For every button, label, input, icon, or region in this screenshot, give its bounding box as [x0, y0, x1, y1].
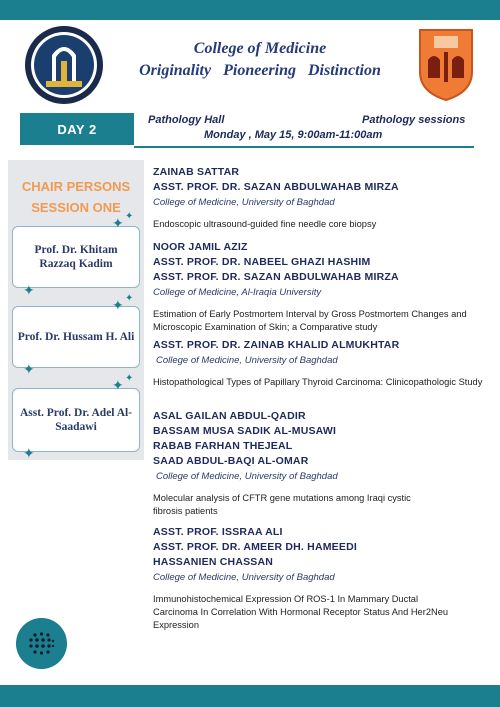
- day-badge: DAY 2: [20, 113, 134, 145]
- presenter-name: ASST. PROF. DR. SAZAN ABDULWAHAB MIRZA: [153, 271, 399, 283]
- presenter-name: ASST. PROF. DR. AMEER DH. HAMEEDI: [153, 541, 357, 553]
- sparkle-icon: ✦: [23, 361, 35, 377]
- chair-person-name: Asst. Prof. Dr. Adel Al-Saadawi: [19, 407, 133, 433]
- presenter-name: BASSAM MUSA SADIK AL-MUSAWI: [153, 425, 337, 437]
- dot-pattern-logo: [16, 618, 67, 669]
- presentation-title: Molecular analysis of CFTR gene mutations among Iraqi cystic fibrosis patients: [153, 493, 411, 516]
- session-datetime: Monday , May 15, 9:00am-11:00am: [204, 129, 383, 141]
- university-logo: [24, 25, 104, 105]
- presenter-name: ASST. PROF. ISSRAA ALI: [153, 526, 283, 538]
- presentation-title: Estimation of Early Postmortem Interval by Gross Postmortem Changes and Microscopic Examination of Skin; a Comparative study: [153, 309, 467, 332]
- presentation-entry: [153, 165, 483, 231]
- presenter-name: RABAB FARHAN THEJEAL: [153, 440, 293, 452]
- presenter-name: ASST. PROF. DR. ZAINAB KHALID ALMUKHTAR: [153, 339, 400, 351]
- presenter-affiliation: College of Medicine, University of Baghdad: [156, 471, 338, 482]
- sparkle-icon: ✦: [125, 211, 134, 222]
- college-name: College of Medicine: [193, 40, 327, 57]
- presentation-entry: [153, 409, 483, 518]
- presentation-title: Histopathological Types of Papillary Thyroid Carcinoma: Clinicopathologic Study: [153, 377, 483, 387]
- presenter-name: NOOR JAMIL AZIZ: [153, 241, 248, 253]
- presenter-name: SAAD ABDUL-BAQI AL-OMAR: [153, 455, 309, 467]
- chair-person-card: [12, 226, 140, 288]
- presentation-title: Endoscopic ultrasound-guided fine needle core biopsy: [153, 219, 377, 229]
- chair-title-line2: SESSION ONE: [31, 200, 121, 215]
- presenter-name: ASAL GAILAN ABDUL-QADIR: [153, 410, 306, 422]
- presenter-affiliation: College of Medicine, University of Baghdad: [153, 197, 335, 208]
- chair-person-card: [12, 306, 140, 368]
- sparkle-icon: ✦: [23, 282, 35, 298]
- presenter-affiliation: College of Medicine, Al-Iraqia University: [153, 287, 322, 298]
- college-emblem: [414, 26, 478, 102]
- presentation-entry: [153, 240, 483, 334]
- presenter-affiliation: College of Medicine, University of Baghdad: [153, 572, 335, 583]
- chair-title-line1: CHAIR PERSONS: [21, 179, 131, 194]
- presenter-name: ASST. PROF. DR. SAZAN ABDULWAHAB MIRZA: [153, 181, 399, 193]
- chair-person-card: [12, 388, 140, 452]
- college-motto: Originality Pioneering Distinction: [139, 62, 381, 79]
- sparkle-icon: ✦: [125, 293, 134, 304]
- college-header: [110, 40, 410, 80]
- sparkle-icon: ✦: [112, 297, 124, 313]
- presentation-entry: [153, 525, 483, 632]
- presentation-entry: [153, 338, 483, 389]
- top-bar: [0, 0, 500, 20]
- presenter-name: ASST. PROF. DR. NABEEL GHAZI HASHIM: [153, 256, 371, 268]
- presenter-name: HASSANIEN CHASSAN: [153, 556, 274, 568]
- bottom-bar: [0, 685, 500, 707]
- chair-person-name: Prof. Dr. Khitam Razzaq Kadim: [34, 244, 118, 270]
- presentation-title: Immunohistochemical Expression Of ROS-1 In Mammary Ductal Carcinoma In Correlation With Hormonal Receptor Status And Her2Neu Expression: [153, 594, 449, 630]
- presenter-affiliation: College of Medicine, University of Baghdad: [156, 355, 338, 366]
- chair-person-name: Prof. Dr. Hussam H. Ali: [17, 331, 135, 343]
- header-divider: [134, 146, 474, 148]
- sparkle-icon: ✦: [112, 215, 124, 231]
- sparkle-icon: ✦: [125, 373, 134, 384]
- hall-label: Pathology Hall: [148, 114, 225, 126]
- sparkle-icon: ✦: [112, 377, 124, 393]
- sparkle-icon: ✦: [23, 445, 35, 461]
- presenter-name: ZAINAB SATTAR: [153, 166, 240, 178]
- chair-title: [8, 176, 144, 218]
- sessions-label: Pathology sessions: [362, 114, 466, 126]
